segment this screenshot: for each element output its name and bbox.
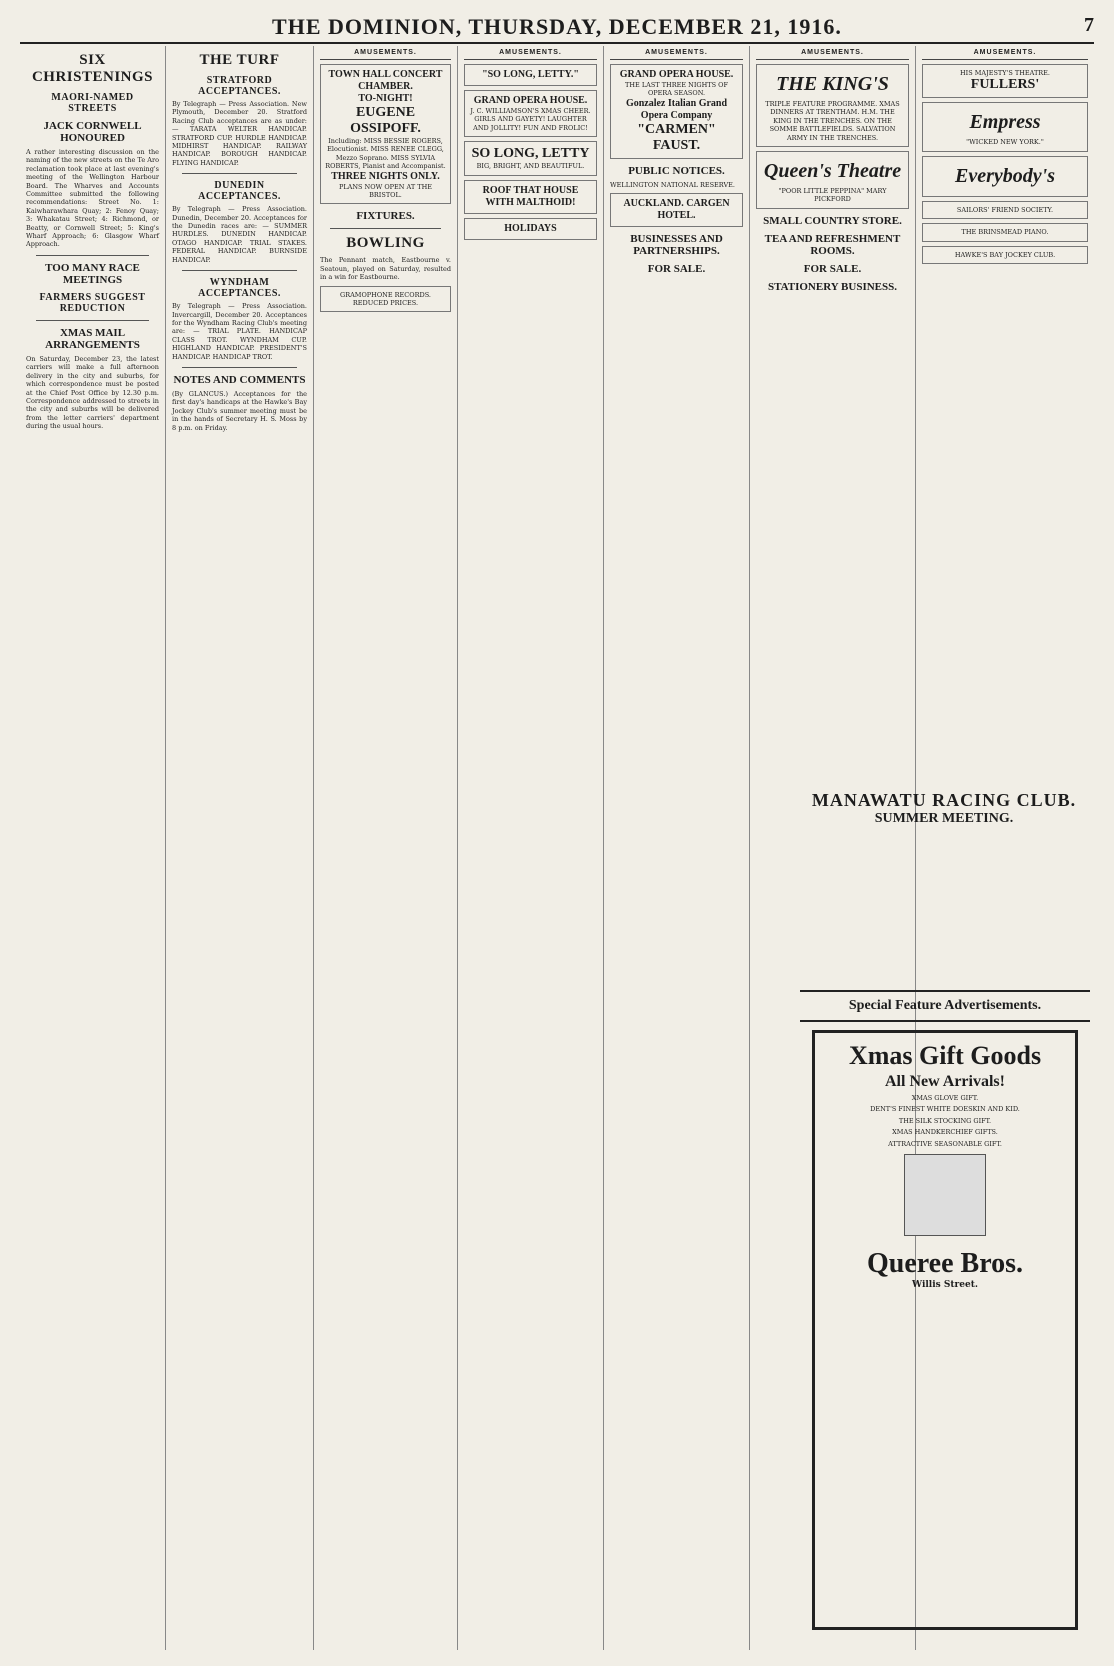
headline-country-store: SMALL COUNTRY STORE. (763, 214, 902, 227)
divider (330, 228, 441, 229)
divider (36, 255, 149, 256)
ad-subheading: Gonzalez Italian Grand Opera Company (625, 97, 728, 121)
ad-text: "POOR LITTLE PEPPINA" MARY PICKFORD (778, 187, 887, 204)
xmas-subtitle: All New Arrivals! (885, 1073, 1005, 1090)
gramophone-ad (320, 286, 451, 313)
town-hall-ad (320, 64, 451, 204)
brand-name: Queree Bros. (866, 1248, 1024, 1280)
everybodys-ad (922, 156, 1088, 197)
headline-christenings: SIX CHRISTENINGS (31, 52, 154, 85)
notice-text: WELLINGTON NATIONAL RESERVE. (610, 180, 735, 189)
special-feature-heading: Special Feature Advertisements. (800, 990, 1090, 1022)
ad-text: TRIPLE FEATURE PROGRAMME. XMAS DINNERS AT TRENTHAM. H.M. THE KING IN THE TRENCHES. ON THE SOMME BATTLEFIELDS. SALVATION ARMY IN THE TRENCHES. (765, 100, 900, 142)
headline-for-sale: FOR SALE. (647, 263, 706, 276)
article-body: A rather interesting discussion on the naming of the new streets on the Te Aro reclamation took place at last evening's meeting of the Wellington Harbour Board. The Wharves and Accounts Committee submitted the following recommendations: Street No. 1: Kaiwharawhara Quay; 2: Fenoy Quay; 3: Whakatau Street; 4: Richmond, or Beatty, or Cornwell Street; 5: King's Wharf Approach; 6: Glasgow Wharf Approach. (26, 148, 159, 249)
xmas-gift-ad (812, 1030, 1078, 1630)
headline-bowling: BOWLING (346, 235, 425, 252)
section-label: AMUSEMENTS. (922, 46, 1088, 60)
subhead-dunedin: DUNEDIN ACCEPTANCES. (198, 180, 281, 203)
ad-heading: HOLIDAYS (504, 222, 557, 234)
manawatu-banner (794, 790, 1094, 830)
article-body: (By GLANCUS.) Acceptances for the first day's handicaps at the Hawke's Bay Jockey Club's summer meeting must be in the hands of Secretary H. S. Moss by 8 p.m. on Friday. (172, 389, 307, 432)
ad-text: J. C. WILLIAMSON'S XMAS CHEER. GIRLS AND GAYETY! LAUGHTER AND JOLLITY! FUN AND FROLIC! (470, 107, 591, 132)
column-1 (20, 46, 166, 1650)
hawkes-bay-ad (922, 246, 1088, 264)
ad-title: FULLERS' (970, 77, 1040, 93)
headline-tea-rooms: TEA AND REFRESHMENT ROOMS. (764, 232, 901, 257)
headline-xmas-mail: XMAS MAIL ARRANGEMENTS (45, 326, 140, 351)
ad-text: HIS MAJESTY'S THEATRE. (960, 69, 1050, 77)
brinsmead-ad (922, 223, 1088, 241)
headline-stationery: STATIONERY BUSINESS. (767, 280, 897, 293)
ad-subheading: TO-NIGHT! (358, 93, 413, 104)
ad-text: BIG, BRIGHT, AND BEAUTIFUL. (476, 162, 585, 171)
theatre-logo: THE KING'S (776, 73, 889, 95)
queens-theatre-ad (756, 151, 909, 209)
banner-title: MANAWATU RACING CLUB. (811, 790, 1077, 810)
headline-for-sale: FOR SALE. (803, 262, 862, 275)
newspaper-title: THE DOMINION, THURSDAY, DECEMBER 21, 1916. (272, 14, 842, 39)
cargen-hotel-ad (610, 193, 743, 227)
ad-text: "WICKED NEW YORK." (966, 138, 1044, 147)
xmas-line: XMAS HANDKERCHIEF GIFTS. (892, 1128, 998, 1137)
theatre-logo: Empress (969, 111, 1041, 134)
subhead-stratford: STRATFORD ACCEPTANCES. (198, 75, 281, 97)
ad-heading: TOWN HALL CONCERT CHAMBER. (328, 69, 443, 92)
xmas-line: THE SILK STOCKING GIFT. (898, 1116, 992, 1125)
divider (182, 367, 297, 368)
opera-house-ad (610, 64, 743, 159)
empress-ad (922, 102, 1088, 151)
ad-heading: AUCKLAND. CARGEN HOTEL. (623, 198, 730, 222)
holidays-ad (464, 218, 597, 240)
subhead-wyndham: WYNDHAM ACCEPTANCES. (198, 277, 281, 300)
ad-text: Including: MISS BESSIE ROGERS, Elocutionist. MISS RENEE CLEGG, Mezzo Soprano. MISS SYLVIA ROBERTS, Pianist and Accompanist. (325, 137, 446, 171)
divider (36, 320, 149, 321)
divider (182, 173, 297, 174)
theatre-logo: Queen's Theatre (763, 160, 902, 183)
fullers-ad (922, 64, 1088, 98)
headline-cornwell: JACK CORNWELL HONOURED (43, 120, 142, 144)
umbrella-illustration (904, 1154, 986, 1236)
ad-title: FAUST. (652, 137, 701, 153)
so-long-letty-ad (464, 64, 597, 86)
sailors-society-ad (922, 201, 1088, 219)
malthoid-ad (464, 180, 597, 214)
subhead-farmers: FARMERS SUGGEST REDUCTION (39, 291, 146, 314)
xmas-line: ATTRACTIVE SEASONABLE GIFT. (888, 1139, 1002, 1148)
ad-heading: GRAND OPERA HOUSE. (619, 69, 734, 80)
headline-race-meetings: TOO MANY RACE MEETINGS (45, 261, 140, 286)
grand-opera-ad (464, 90, 597, 137)
headline-businesses: BUSINESSES AND PARTNERSHIPS. (630, 233, 723, 258)
theatre-logo: Everybody's (955, 164, 1055, 187)
so-long-letty-big-ad (464, 141, 597, 175)
banner-subtitle: SUMMER MEETING. (874, 811, 1014, 826)
ad-subheading: THREE NIGHTS ONLY. (331, 170, 440, 182)
xmas-line: DENT'S FINEST WHITE DOESKIN AND KID. (870, 1105, 1020, 1114)
column-5 (604, 46, 750, 1650)
ad-heading: "SO LONG, LETTY." (482, 69, 579, 80)
article-body: On Saturday, December 23, the latest carriers will make a full afternoon delivery in the city and suburbs, for which correspondence must be posted at the Chief Post Office by 12.30 p.m. Correspondence addressed to streets in the city and suburbs will be delivered from the letter carriers' department during the usual hours. (26, 354, 159, 431)
brand-street: Willis Street. (912, 1280, 978, 1291)
ad-title: SO LONG, LETTY (471, 146, 590, 162)
xmas-line: XMAS GLOVE GIFT. (911, 1094, 979, 1102)
page-number: 7 (1084, 14, 1094, 36)
headline-turf: THE TURF (199, 52, 280, 68)
column-2 (166, 46, 314, 1650)
headline-fixtures: FIXTURES. (356, 210, 415, 223)
ad-text: THE LAST THREE NIGHTS OF OPERA SEASON. (625, 81, 728, 98)
ad-heading: GRAND OPERA HOUSE. (473, 95, 588, 106)
headline-public-notices: PUBLIC NOTICES. (628, 164, 725, 177)
ad-text: HAWKE'S BAY JOCKEY CLUB. (954, 250, 1056, 259)
kings-theatre-ad (756, 64, 909, 147)
article-body: By Telegraph — Press Association. New Plymouth, December 20. Stratford Racing Club acceptances are as under: — TARATA WELTER HANDICAP. STRATFORD CUP. HURDLE HANDICAP. MIDHIRST HANDICAP. RAILWAY HANDICAP. BOROUGH HANDICAP. FLYING HANDICAP. (172, 100, 307, 167)
divider (182, 270, 297, 271)
article-body: By Telegraph — Press Association. Invercargill, December 20. Acceptances for the Wyndham Racing Club's meeting are: — TRIAL PLATE. HANDICAP CLASS TROT. WYNDHAM CUP. HIGHLAND HANDICAP. PRESIDENT'S HANDICAP. HANDICAP TROT. (172, 302, 307, 361)
ad-text: THE BRINSMEAD PIANO. (961, 228, 1049, 237)
article-body: By Telegraph — Press Association. Dunedin, December 20. Acceptances for the Dunedin races are: — SUMMER HURDLES. DUNEDIN HANDICAP. OTAGO HANDICAP. TRIAL STAKES. FEDERAL HANDICAP. BURNSIDE HANDICAP. (172, 205, 307, 264)
article-body: The Pennant match, Eastbourne v. Seatoun, played on Saturday, resulted in a win for Eastbourne. (320, 256, 451, 282)
ad-heading: ROOF THAT HOUSE WITH MALTHOID! (482, 184, 579, 208)
headline-notes: NOTES AND COMMENTS (173, 373, 306, 386)
column-4 (458, 46, 604, 1650)
masthead (20, 14, 1094, 44)
subhead-maori-streets: MAORI-NAMED STREETS (51, 92, 134, 114)
ad-text: PLANS NOW OPEN AT THE BRISTOL. (338, 182, 433, 200)
section-label: AMUSEMENTS. (756, 46, 909, 60)
section-label: AMUSEMENTS. (610, 46, 743, 60)
column-3 (314, 46, 458, 1650)
section-label: AMUSEMENTS. (464, 46, 597, 60)
xmas-title: Xmas Gift Goods (848, 1041, 1042, 1070)
ad-text: GRAMOPHONE RECORDS. REDUCED PRICES. (340, 290, 431, 308)
section-label: AMUSEMENTS. (320, 46, 451, 60)
ad-title: EUGENE OSSIPOFF. (350, 105, 421, 136)
ad-title: "CARMEN" (637, 121, 716, 137)
ad-text: SAILORS' FRIEND SOCIETY. (956, 205, 1054, 214)
